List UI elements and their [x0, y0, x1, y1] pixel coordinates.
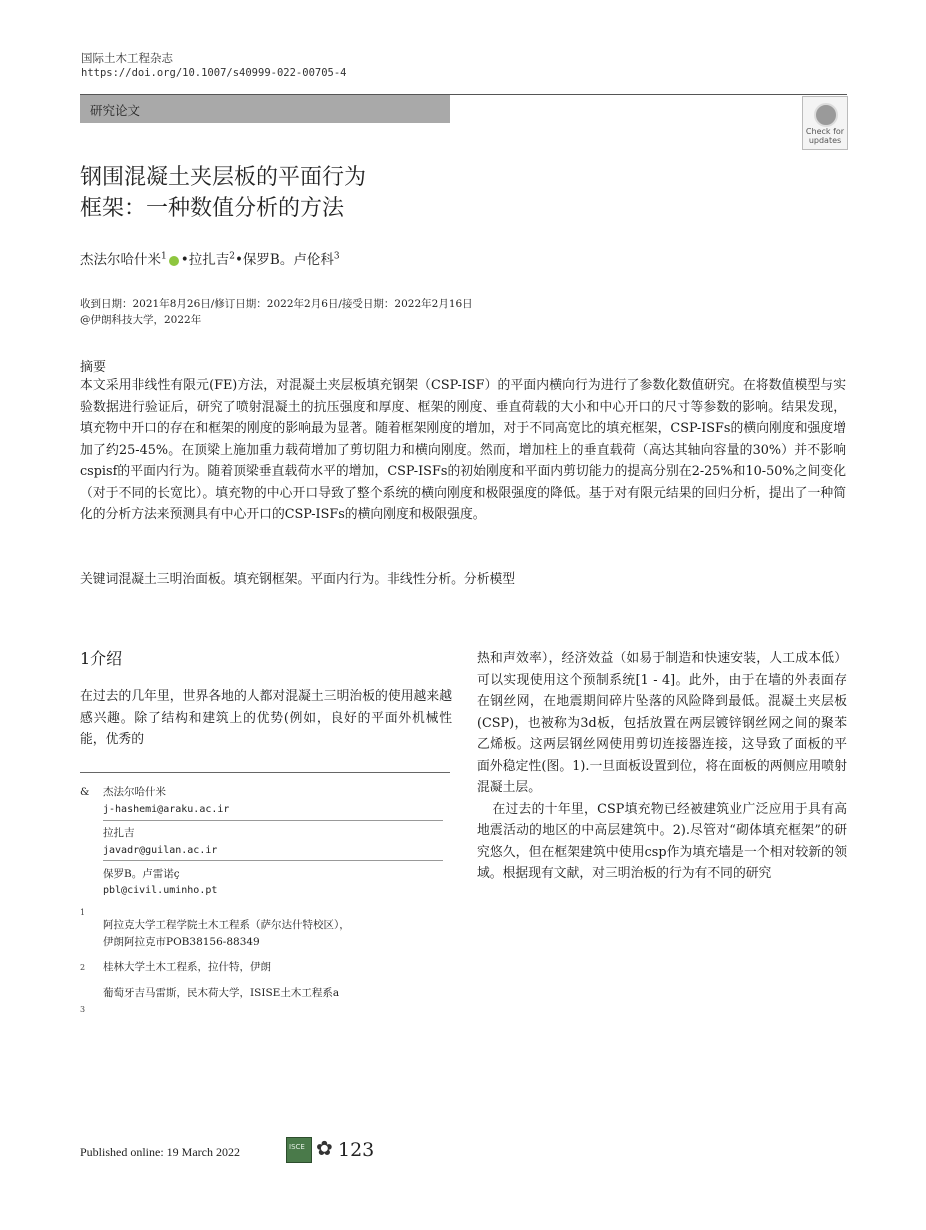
paper-title: [80, 162, 366, 224]
corresponding-mark: &: [80, 786, 90, 798]
intro-left-column: 在过去的几年里，世界各地的人都对混凝土三明治板的使用越来越感兴趣。除了结构和建筑上的优势(例如，良好的平面外机械性能，优秀的: [80, 689, 452, 747]
published-online: Published online: 19 March 2022: [80, 1145, 240, 1159]
author-2[interactable]: •拉扎吉: [180, 252, 230, 268]
received-revised-accepted: 收到日期：2021年8月26日/修订日期：2022年2月6日/接受日期：2022年2月16日: [80, 298, 473, 310]
affiliation-1-line-2: 伊朗阿拉克市POB38156-88349: [103, 936, 260, 948]
doi-link[interactable]: https://doi.org/10.1007/s40999-022-00705-4: [81, 67, 347, 79]
author-1[interactable]: 杰法尔哈什米: [80, 252, 161, 268]
affiliation-1-number: 1: [80, 908, 86, 917]
keywords: 关键词混凝土三明治面板。填充钢框架。平面内行为。非线性分析。分析模型: [80, 572, 516, 587]
footnote-rule: [80, 772, 450, 773]
contact-2-name: 拉扎吉: [103, 827, 135, 839]
section-bar: [80, 95, 450, 123]
copyright: @伊朗科技大学，2022年: [80, 314, 202, 326]
affiliation-3-number: 3: [80, 1005, 86, 1014]
author-1-aff: 1: [161, 251, 167, 262]
contact-divider: [103, 860, 443, 861]
check-updates-label: Check for updates: [805, 127, 845, 145]
springer-page-mark: 123: [338, 1139, 375, 1161]
iust-logo-icon: [286, 1137, 312, 1163]
affiliation-3: 葡萄牙吉马雷斯，民木荷大学，ISISE土木工程系a: [103, 987, 340, 999]
author-3[interactable]: •保罗B。卢伦科: [234, 252, 334, 268]
abstract-heading: 摘要: [80, 360, 107, 375]
author-2-aff: 2: [229, 251, 235, 262]
author-3-aff: 3: [333, 251, 340, 262]
contact-1-name: 杰法尔哈什米: [103, 786, 166, 798]
abstract-text: 本文采用非线性有限元(FE)方法，对混凝土夹层板填充钢架（CSP-ISF）的平面内横向行为进行了参数化数值研究。在将数值模型与实验数据进行验证后，研究了喷射混凝土的抗压强度和厚度、框架的刚度、垂直荷载的大小和中心开口的尺寸等参数的影响。结果发现，填充物中开口的存在和框架的刚度的影响最为显著。随着框架刚度的增加，对于不同高宽比的填充框架，CSP-ISFs的横向刚度和强度增加了约25-45%。在顶梁上施加重力载荷增加了剪切阻力和横向刚度。然而，增加柱上的垂直载荷（高达其轴向容量的30%）并不影响cspisf的平面内行为。随着顶梁垂直载荷水平的增加，CSP-ISFs的初始刚度和平面内剪切能力的提高分别在2-25%和10-50%之间变化（对于不同的长宽比）。填充物的中心开口导致了整个系统的横向刚度和极限强度的降低。基于对有限元结果的回归分析，提出了一种简化的分析方法来预测具有中心开口的CSP-ISFs的横向刚度和极限强度。: [80, 378, 846, 522]
orcid-icon[interactable]: [169, 256, 179, 266]
contact-1-email[interactable]: j-hashemi@araku.ac.ir: [103, 804, 230, 815]
springer-gear-icon: ✿: [316, 1136, 333, 1160]
bookmark-icon: [814, 103, 838, 127]
contact-2-email[interactable]: javadr@guilan.ac.ir: [103, 845, 218, 856]
logo-text: ISCE: [289, 1143, 305, 1151]
contact-divider: [103, 820, 443, 821]
affiliation-1-line-1: 阿拉克大学工程学院土木工程系（萨尔达什特校区），: [103, 919, 350, 931]
title-line-2: 框架：一种数值分析的方法: [80, 196, 345, 221]
contact-3-email[interactable]: pbl@civil.uminho.pt: [103, 885, 218, 896]
contact-3-name: 保罗B。卢雷诺ç: [103, 868, 180, 880]
intro-right-column: [477, 648, 847, 885]
author-list: [80, 248, 340, 268]
intro-paragraph-1: 热和声效率），经济效益（如易于制造和快速安装，人工成本低）可以实现使用这个预制系统[1 - 4]。此外，由于在墙的外表面存在钢丝网，在地震期间碎片坠落的风险降到最低。混凝土夹层板(CSP)，也被称为3d板，包括放置在两层镀锌钢丝网之间的聚苯乙烯板。这两层钢丝网使用剪切连接器连接，这导致了面板的平面外稳定性(图。1).一旦面板设置到位，将在面板的两侧应用喷射混凝土层。: [477, 651, 847, 795]
section-label: 研究论文: [90, 103, 141, 118]
intro-heading: 1介绍: [80, 649, 123, 668]
article-dates: [80, 296, 473, 328]
affiliation-2-number: 2: [80, 963, 86, 972]
intro-paragraph-2: 在过去的十年里，CSP填充物已经被建筑业广泛应用于具有高地震活动的地区的中高层建筑中。2).尽管对“砌体填充框架”的研究悠久，但在框架建筑中使用csp作为填充墙是一个相对较新的领域。根据现有文献，对三明治板的行为有不同的研究: [477, 801, 847, 881]
check-for-updates-badge[interactable]: [802, 96, 848, 150]
journal-name: 国际土木工程杂志: [81, 51, 173, 65]
title-line-1: 钢围混凝土夹层板的平面行为: [80, 165, 367, 190]
affiliation-2: 桂林大学土木工程系，拉什特，伊朗: [103, 961, 271, 973]
